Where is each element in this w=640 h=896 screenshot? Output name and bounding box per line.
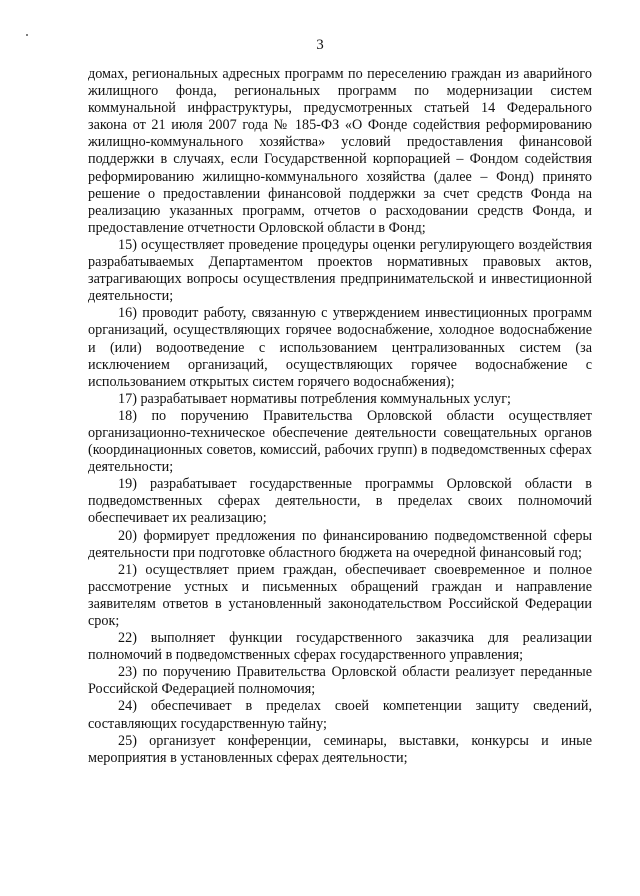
- paragraph-item-18: 18) по поручению Правительства Орловской области осуществляет организационно-техническое обеспечение деятельности совещательных органов (координационных советов, комиссий, рабочих групп) в подведомственных сферах деятельности;: [88, 407, 592, 476]
- paragraph-item-20: 20) формирует предложения по финансированию подведомственной сферы деятельности при подготовке областного бюджета на очередной финансовый год;: [88, 527, 592, 561]
- paragraph-item-24: 24) обеспечивает в пределах своей компетенции защиту сведений, составляющих государственную тайну;: [88, 698, 592, 732]
- paragraph-item-23: 23) по поручению Правительства Орловской области реализует переданные Российской Федерацией полномочия;: [88, 664, 592, 698]
- page-number: 3: [316, 37, 324, 53]
- paragraph-item-16: 16) проводит работу, связанную с утверждением инвестиционных программ организаций, осуществляющих горячее водоснабжение, холодное водоснабжение и (или) водоотведение с использованием централизованных систем (за исключением организаций, осуществляющих горячее водоснабжение с использованием открытых систем горячего водоснабжения);: [88, 305, 592, 390]
- paragraph-item-17: 17) разрабатывает нормативы потребления коммунальных услуг;: [118, 390, 511, 407]
- paragraph-continuation: домах, региональных адресных программ по переселению граждан из аварийного жилищного фонда, региональных программ по модернизации систем коммунальной инфраструктуры, предусмотренных статьей 14 Федерального закона от 21 июля 2007 года № 185-ФЗ «О Фонде содействия реформированию жилищно-коммунального хозяйства» условий предоставления финансовой поддержки в случаях, если Государственной корпорацией – Фондом содействия реформированию жилищно-коммунального хозяйства (далее – Фонд) принято решение о предоставлении финансовой поддержки за счет средств Фонда на реализацию указанных программ, отчетов о расходовании средств Фонда, и предоставление отчетности Орловской области в Фонд;: [88, 66, 592, 236]
- paragraph-item-19: 19) разрабатывает государственные программы Орловской области в подведомственных сферах деятельности, в пределах своих полномочий обеспечивает их реализацию;: [88, 476, 592, 527]
- document-body: [88, 66, 592, 767]
- paragraph-item-25: 25) организует конференции, семинары, выставки, конкурсы и иные мероприятия в установленных сферах деятельности;: [88, 732, 592, 766]
- paragraph-item-21: 21) осуществляет прием граждан, обеспечивает своевременное и полное рассмотрение устных и письменных обращений граждан и направление заявителям ответов в установленный законодательством Российской Федерации срок;: [88, 561, 592, 629]
- paragraph-item-15: 15) осуществляет проведение процедуры оценки регулирующего воздействия разрабатываемых Департаментом проектов нормативных правовых актов, затрагивающих вопросы осуществления предпринимательской и инвестиционной деятельности;: [88, 236, 592, 305]
- paragraph-item-22: 22) выполняет функции государственного заказчика для реализации полномочий в подведомственных сферах государственного управления;: [88, 630, 592, 664]
